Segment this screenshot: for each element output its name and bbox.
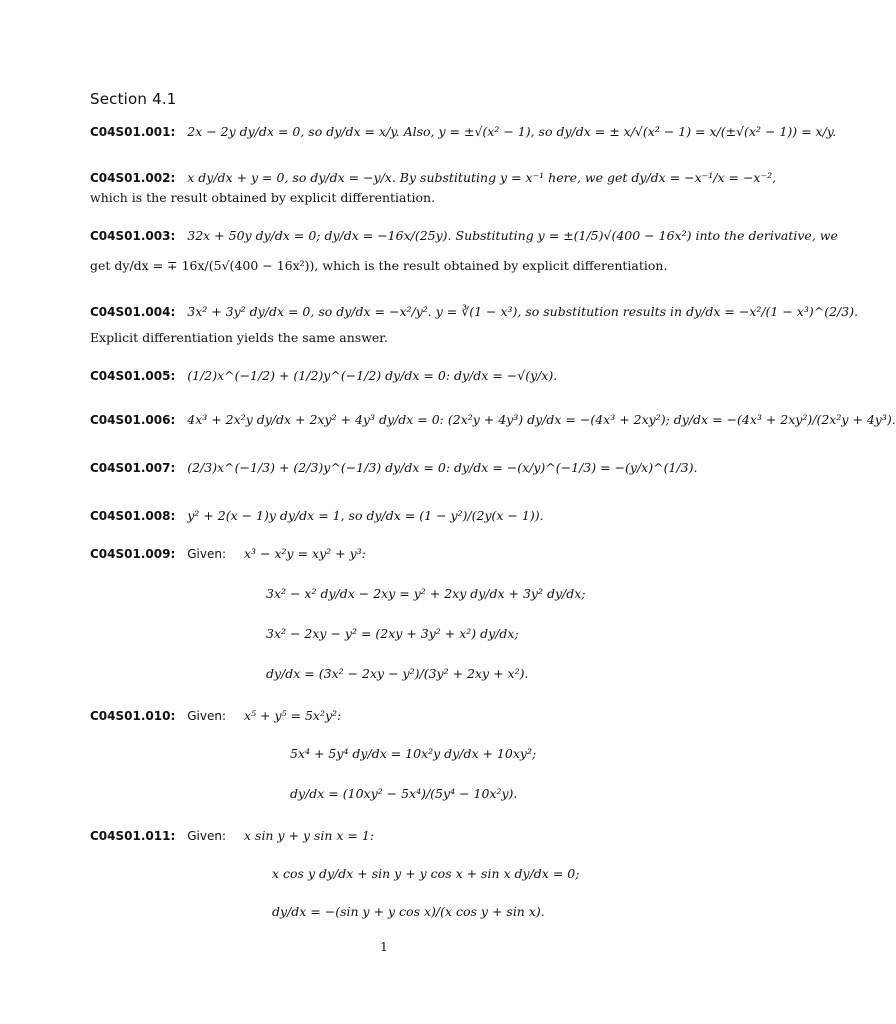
entry-id: C04S01.004: bbox=[90, 305, 176, 319]
entry-003-continuation: get dy/dx = ∓ 16x/(5√(400 − 16x²)), which is the result obtained by explicit differentiation. bbox=[90, 258, 668, 273]
entry-004 bbox=[90, 304, 859, 320]
entry-text: (1/2)x^(−1/2) + (1/2)y^(−1/2) dy/dx = 0: dy/dx = −√(y/x). bbox=[187, 368, 558, 383]
entry-text: 32x + 50y dy/dx = 0; dy/dx = −16x/(25y). Substituting y = ±(1/5)√(400 − 16x²) into the derivative, we bbox=[187, 228, 838, 243]
entry-id: C04S01.002: bbox=[90, 171, 176, 185]
derivation-step: x cos y dy/dx + sin y + y cos x + sin x dy/dx = 0; bbox=[272, 866, 580, 881]
entry-010 bbox=[90, 708, 680, 724]
entry-id: C04S01.001: bbox=[90, 125, 176, 139]
given-equation: x sin y + y sin x = 1: bbox=[244, 828, 375, 843]
entry-text: y² + 2(x − 1)y dy/dx = 1, so dy/dx = (1 − y²)/(2y(x − 1)). bbox=[187, 508, 544, 523]
derivation-step: 3x² − 2xy − y² = (2xy + 3y² + x²) dy/dx; bbox=[266, 626, 519, 641]
entry-003 bbox=[90, 228, 838, 244]
entry-id: C04S01.008: bbox=[90, 509, 176, 523]
entry-text: (2/3)x^(−1/3) + (2/3)y^(−1/3) dy/dx = 0: dy/dx = −(x/y)^(−1/3) = −(y/x)^(1/3). bbox=[187, 460, 698, 475]
given-label: Given: bbox=[187, 709, 227, 723]
entry-001 bbox=[90, 124, 837, 140]
entry-004-continuation: Explicit differentiation yields the same answer. bbox=[90, 330, 388, 345]
entry-005 bbox=[90, 368, 680, 384]
entry-008 bbox=[90, 508, 680, 524]
derivation-step: 5x⁴ + 5y⁴ dy/dx = 10x²y dy/dx + 10xy²; bbox=[290, 746, 537, 761]
entry-id: C04S01.007: bbox=[90, 461, 176, 475]
entry-id: C04S01.011: bbox=[90, 829, 176, 843]
entry-id: C04S01.005: bbox=[90, 369, 176, 383]
given-label: Given: bbox=[187, 547, 227, 561]
entry-006 bbox=[90, 412, 896, 428]
derivation-result: dy/dx = (10xy² − 5x⁴)/(5y⁴ − 10x²y). bbox=[290, 786, 518, 801]
entry-text: 2x − 2y dy/dx = 0, so dy/dx = x/y. Also, y = ±√(x² − 1), so dy/dx = ± x/√(x² − 1) = x/(±√(x² − 1)) = x/y. bbox=[187, 124, 837, 139]
entry-id: C04S01.009: bbox=[90, 547, 176, 561]
derivation-result: dy/dx = −(sin y + y cos x)/(x cos y + sin x). bbox=[272, 904, 545, 919]
derivation-step: 3x² − x² dy/dx − 2xy = y² + 2xy dy/dx + 3y² dy/dx; bbox=[266, 586, 586, 601]
entry-007 bbox=[90, 460, 698, 476]
entry-009 bbox=[90, 546, 680, 562]
derivation-result: dy/dx = (3x² − 2xy − y²)/(3y² + 2xy + x²). bbox=[266, 666, 529, 681]
entry-011 bbox=[90, 828, 680, 844]
given-equation: x³ − x²y = xy² + y³: bbox=[244, 546, 366, 561]
given-equation: x⁵ + y⁵ = 5x²y²: bbox=[244, 708, 342, 723]
entry-id: C04S01.010: bbox=[90, 709, 176, 723]
entry-text: 3x² + 3y² dy/dx = 0, so dy/dx = −x²/y². y = ∛(1 − x³), so substitution results in dy/dx = −x²/(1 − x³)^(2/3). bbox=[187, 304, 859, 319]
page-number: 1 bbox=[380, 940, 388, 954]
entry-002-continuation: which is the result obtained by explicit differentiation. bbox=[90, 190, 436, 205]
section-title: Section 4.1 bbox=[90, 90, 177, 108]
entry-id: C04S01.003: bbox=[90, 229, 176, 243]
entry-text: 4x³ + 2x²y dy/dx + 2xy² + 4y³ dy/dx = 0: (2x²y + 4y³) dy/dx = −(4x³ + 2xy²); dy/dx = −(4x³ + 2xy²)/(2x²y + 4y³). bbox=[187, 412, 896, 427]
given-label: Given: bbox=[187, 829, 227, 843]
entry-text: x dy/dx + y = 0, so dy/dx = −y/x. By substituting y = x⁻¹ here, we get dy/dx = −x⁻¹/x = −x⁻², bbox=[187, 170, 777, 185]
entry-id: C04S01.006: bbox=[90, 413, 176, 427]
entry-002 bbox=[90, 170, 777, 186]
